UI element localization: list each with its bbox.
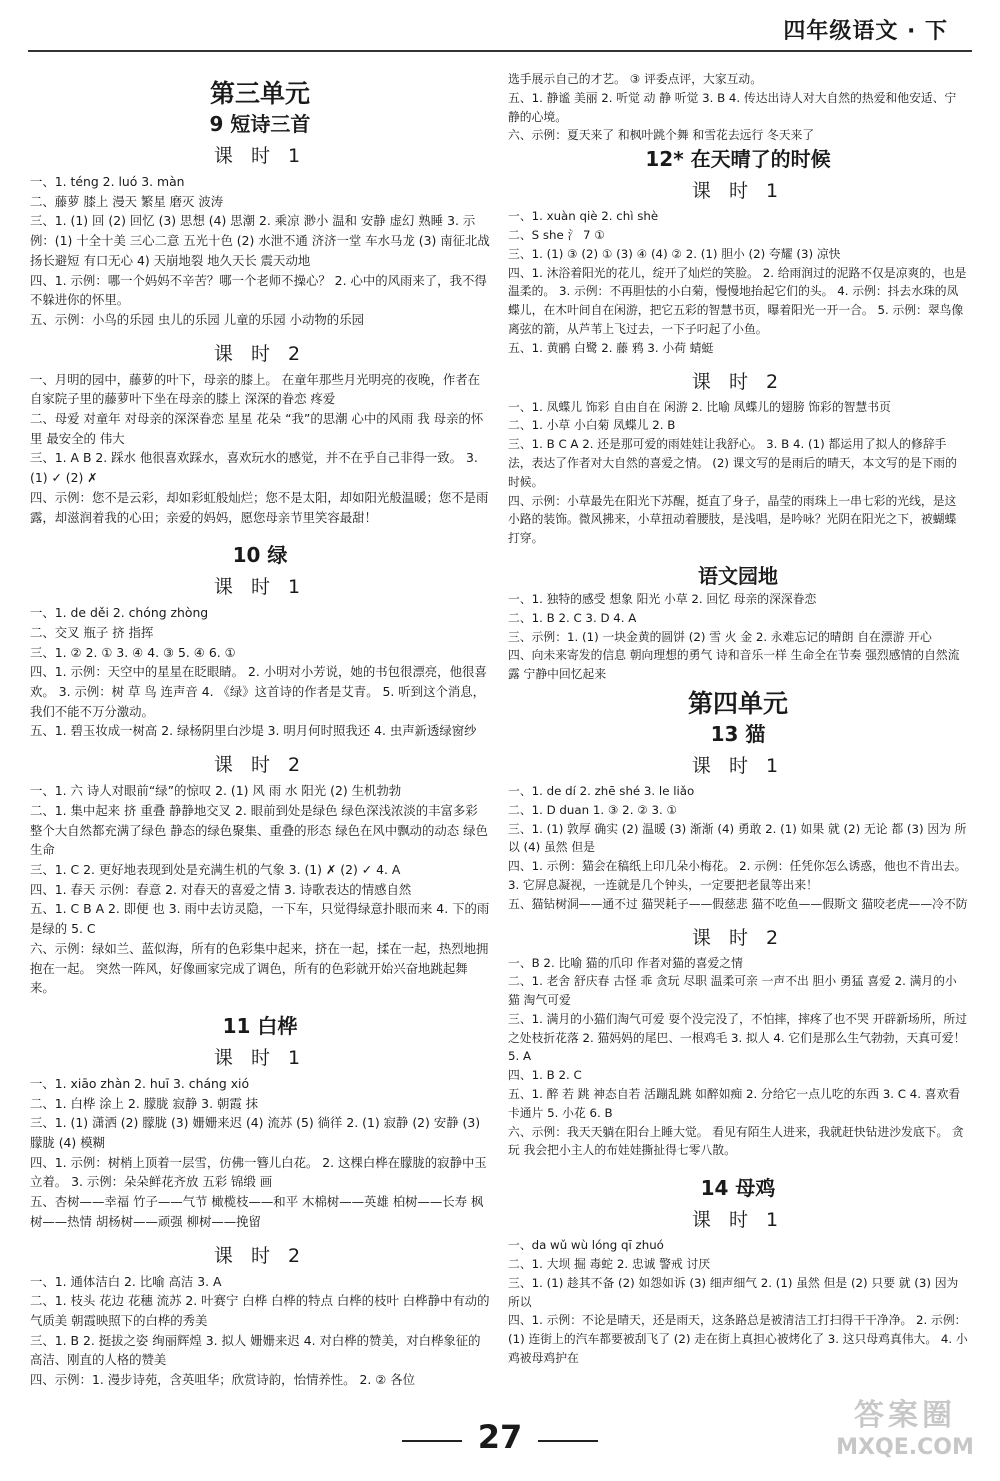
lesson-title: 11 白桦	[222, 1013, 298, 1038]
answer-line: 一、1. 独特的感受 想象 阳光 小草 2. 回忆 母亲的深深眷恋	[508, 591, 817, 606]
answer-line: 三、1. (1) ③ (2) ① (3) ④ (4) ② 2. (1) 胆小 (2) 夸耀 (3) 凉快	[508, 246, 841, 261]
lesson-period-heading: 课 时 1	[213, 145, 307, 167]
watermark-text: 答案圈	[854, 1398, 956, 1433]
answer-line: 一、1. de dí 2. zhē shé 3. le liǎo	[508, 783, 695, 798]
answer-line: 二、1. 枝头 花边 花穗 流苏 2. 叶赛宁 白桦 白桦的特点 白桦的枝叶 白桦静中有动的气质美 朝霞映照下的白桦的秀美	[30, 1293, 490, 1328]
answer-line: 五、杏树——幸福 竹子——气节 橄榄枝——和平 木棉树——英雄 柏树——长寿 枫树——热情 胡杨树——顽强 柳树——挽留	[30, 1194, 484, 1229]
answer-line: 二、1. B 2. C 3. D 4. A	[508, 610, 637, 625]
answer-line: 一、1. 六 诗人对眼前“绿”的惊叹 2. (1) 风 雨 水 阳光 (2) 生机勃勃	[30, 783, 402, 799]
answer-line: 二、藤萝 膝上 漫天 繁星 磨灭 波涛	[30, 193, 224, 209]
answer-line: 一、1. téng 2. luó 3. màn	[30, 174, 185, 189]
lesson-period-heading: 课 时 2	[213, 1244, 307, 1267]
watermark-logo	[830, 1397, 980, 1467]
lesson-period-heading: 课 时 1	[691, 1209, 785, 1232]
answer-line: 三、1. C 2. 更好地表现到处是充满生机的气象 3. (1) ✗ (2) ✓ 4. A	[30, 861, 401, 877]
answer-line: 二、1. 老舍 舒庆春 古怪 乖 贪玩 尽职 温柔可亲 一声不出 胆小 勇猛 喜爱 2. 满月的小猫 淘气可爱	[508, 974, 957, 1008]
answer-line: 选手展示自己的才艺。 ③ 评委点评，大家互动。	[508, 72, 763, 86]
answer-line: 三、1. B C A 2. 还是那可爱的雨娃娃让我舒心。 3. B 4. (1) 都运用了拟人的修辞手法，表达了作者对大自然的喜爱之情。 (2) 课文写的是雨后的晴天，本文写的是下雨的时候。	[508, 437, 957, 489]
answer-line: 四、示例：1. 漫步诗苑，含英咀华；欣赏诗韵，怡情养性。 2. ② 各位	[30, 1372, 416, 1388]
lesson-title: 语文园地	[698, 563, 778, 588]
lesson-period-heading: 课 时 1	[691, 754, 785, 777]
lesson-period-heading: 课 时 2	[691, 370, 785, 393]
left-column	[30, 74, 490, 1390]
answer-line: 二、1. 集中起来 挤 重叠 静静地交叉 2. 眼前到处是绿色 绿色深浅浓淡的丰富多彩 整个大自然都充满了绿色 静态的绿色聚集、重叠的形态 绿色在风中飘动的动态 绿色 生命	[30, 802, 488, 858]
answer-line: 四、1. 示例：哪一个妈妈不辛苦？哪一个老师不操心？ 2. 心中的风雨来了，我不得不躲进你的怀里。	[30, 272, 487, 308]
answer-line: 一、月明的园中，藤萝的叶下，母亲的膝上。 在童年那些月光明亮的夜晚，作者在自家院子里的藤萝叶下坐在母亲的膝上 深深的眷恋 疼爱	[30, 371, 481, 407]
lesson-period-heading: 课 时 1	[691, 180, 785, 203]
unit-title: 第四单元	[687, 688, 788, 718]
right-column	[508, 70, 968, 1368]
answer-line: 一、1. de děi 2. chóng zhòng	[30, 605, 209, 621]
answer-line: 一、1. xiāo zhàn 2. huī 3. cháng xió	[30, 1075, 250, 1091]
answer-line: 二、1. 白桦 涂上 2. 朦胧 寂静 3. 朝霞 抹	[30, 1095, 259, 1111]
answer-line: 四、1. 春天 示例：春意 2. 对春天的喜爱之情 3. 诗歌表达的情感自然	[30, 881, 412, 897]
answer-line: 四、1. B 2. C	[508, 1068, 582, 1083]
answer-line: 六、示例：绿如兰、蓝似海，所有的色彩集中起来，挤在一起，揉在一起，热烈地拥抱在一起。 突然一阵风，好像画家完成了调色，所有的色彩就开始兴奋地跳起舞来。	[30, 940, 489, 996]
page-header-label: 四年级语文 · 下	[783, 19, 948, 44]
lesson-period-heading: 课 时 2	[691, 926, 785, 949]
answer-line: 四、向未来寄发的信息 朝向理想的勇气 诗和音乐一样 生命全在节奏 强烈感情的自然流露 宁静中回忆起来	[508, 648, 960, 682]
lesson-period-heading: 课 时 1	[213, 576, 307, 599]
page-number: 27	[477, 1418, 523, 1456]
answer-line: 四、示例：小草最先在阳光下苏醒，挺直了身子，晶莹的雨珠上一串七彩的光线，是这小路的装饰。微风拂来，小草扭动着腰肢，是浅唱，是吟咏？光阴在阳光之下，被蝴蝶打穿。	[508, 493, 957, 546]
answer-line: 一、1. 通体洁白 2. 比喻 高洁 3. A	[30, 1273, 222, 1289]
answer-line: 六、示例：夏天来了 和枫叶跳个舞 和雪花去远行 冬天来了	[508, 128, 815, 143]
answer-line: 二、S she 氵 7 ①	[508, 227, 605, 242]
answer-line: 三、1. B 2. 挺拔之姿 绚丽辉煌 3. 拟人 姗姗来迟 4. 对白桦的赞美，对白桦象征的高洁、刚直的人格的赞美	[30, 1332, 481, 1368]
answer-line: 二、交叉 瓶子 挤 指挥	[30, 624, 154, 640]
page-number-dash-right	[538, 1440, 598, 1442]
answer-line: 一、da wǔ wù lóng qī zhuó	[508, 1238, 664, 1253]
answer-line: 二、母爱 对童年 对母亲的深深眷恋 星星 花朵 “我”的思潮 心中的风雨 我 母亲的怀里 最安全的 伟大	[30, 411, 484, 446]
answer-line: 四、1. 示例：天空中的星星在眨眼睛。 2. 小明对小芳说，她的书包很漂亮，他很喜欢。 3. 示例：树 草 鸟 连声音 4. 《绿》这首诗的作者是艾青。 5. 听到这个消息，我们不能不万分激动。	[30, 664, 487, 719]
unit-title: 第三单元	[209, 79, 310, 108]
answer-line: 四、示例：您不是云彩，却如彩虹般灿烂；您不是太阳，却如阳光般温暖；您不是雨露，却滋润着我的心田；亲爱的妈妈，愿您母亲节里笑容最甜！	[30, 489, 489, 525]
answer-line: 四、1. 示例：树梢上顶着一层雪，仿佛一簪儿白花。 2. 这棵白桦在朦胧的寂静中玉立着。 3. 示例：朵朵鲜花齐放 五彩 锦缎 画	[30, 1154, 487, 1190]
header-rule	[28, 50, 972, 52]
answer-line: 六、示例：我天天躺在阳台上睡大觉。 看见有陌生人进来，我就赶快钻进沙发底下。 贪玩 我会把小主人的布娃娃撕扯得七零八散。	[508, 1124, 964, 1158]
answer-line: 四、1. 沐浴着阳光的花儿，绽开了灿烂的笑脸。 2. 给雨润过的泥路不仅是凉爽的，也是温柔的。 3. 示例：不再胆怯的小白菊，慢慢地抬起它们的头。 4. 示例：抖去水珠的凤蝶儿，在木叶间自在闲游，把它五彩的智慧书页，曝着阳光一开一合。 5. 示例：翠鸟像离弦的箭，从芦苇上飞过去，一下子叼起了小鱼。	[508, 265, 967, 336]
answer-line: 三、1. (1) 敦厚 确实 (2) 温暖 (3) 渐渐 (4) 勇敢 2. (1) 如果 就 (2) 无论 都 (3) 因为 所以 (4) 虽然 但是	[508, 821, 967, 855]
lesson-title: 9 短诗三首	[209, 112, 311, 136]
answer-line: 五、猫钻树洞——通不过 猫哭耗子——假慈悲 猫不吃鱼——假斯文 猫咬老虎——冷不防	[508, 896, 968, 911]
answer-line: 四、1. 示例：不论是晴天，还是雨天，这条路总是被清洁工打扫得干干净净。 2. 示例：(1) 连街上的汽车都要被刮飞了 (2) 走在街上真担心被烤化了 3. 这只母鸡真伟大。 4. 小鸡被母鸡护在	[508, 1313, 968, 1366]
answer-line: 三、1. (1) 潇洒 (2) 朦胧 (3) 姗姗来迟 (4) 流苏 (5) 徜徉 2. (1) 寂静 (2) 安静 (3) 朦胧 (4) 模糊	[30, 1115, 481, 1151]
answer-line: 五、1. C B A 2. 即便 也 3. 雨中去访灵隐，一下车，只觉得绿意扑眼而来 4. 下的雨是绿的 5. C	[30, 901, 490, 937]
lesson-period-heading: 课 时 2	[213, 754, 307, 777]
answer-line: 四、1. 示例：猫会在稿纸上印几朵小梅花。 2. 示例：任凭你怎么诱惑，他也不肯出去。 3. 它屏息凝视，一连就是几个钟头，一定要把老鼠等出来！	[508, 859, 967, 892]
answer-line: 五、1. 静谧 美丽 2. 听觉 动 静 听觉 3. B 4. 传达出诗人对大自然的热爱和他安适、宁静的心境。	[508, 90, 957, 124]
answer-line: 三、示例：1. (1) 一块金黄的圆饼 (2) 雪 火 金 2. 永难忘记的晴朗 自在漂游 开心	[508, 629, 932, 644]
answer-line: 二、1. D duan 1. ③ 2. ② 3. ①	[508, 802, 678, 817]
answer-line: 三、1. (1) 趁其不备 (2) 如怨如诉 (3) 细声细气 2. (1) 虽然 但是 (2) 只要 就 (3) 因为 所以	[508, 1275, 959, 1309]
answer-line: 五、1. 碧玉妆成一树高 2. 绿杨阴里白沙堤 3. 明月何时照我还 4. 虫声新透绿窗纱	[30, 723, 477, 739]
lesson-title: 12* 在天晴了的时候	[645, 147, 831, 172]
answer-line: 三、1. ② 2. ① 3. ④ 4. ③ 5. ④ 6. ①	[30, 644, 236, 660]
answer-line: 五、1. 黄鹂 白鹭 2. 藤 鸦 3. 小荷 蜻蜓	[508, 340, 714, 355]
answer-line: 三、1. A B 2. 踩水 他很喜欢踩水，喜欢玩水的感觉，并不在乎自己非得一致。 3. (1) ✓ (2) ✗	[30, 450, 478, 486]
lesson-period-heading: 课 时 1	[213, 1046, 307, 1069]
watermark-url: MXQE.COM	[836, 1435, 974, 1460]
answer-line: 三、1. (1) 回 (2) 回忆 (3) 思想 (4) 思潮 2. 乘凉 渺小 温和 安静 虚幻 熟睡 3. 示例：(1) 十全十美 三心二意 五光十色 (2) 水泄不通 济济一堂 车水马龙 (3) 南征北战 扬长避短 有口无心 4) 天崩地裂 地久天长 震天动地	[30, 213, 490, 268]
answer-line: 五、示例：小鸟的乐园 虫儿的乐园 儿童的乐园 小动物的乐园	[30, 311, 364, 327]
lesson-title: 14 母鸡	[700, 1176, 776, 1201]
lesson-title: 13 猫	[710, 721, 766, 746]
answer-line: 三、1. 满月的小猫们淘气可爱 耍个没完没了，不怕摔，摔疼了也不哭 开辟新场所，所过之处枝折花落 2. 猫妈妈的尾巴、一根鸡毛 3. 拟人 4. 它们是那么生气勃勃，天真可爱！ 5. A	[508, 1011, 967, 1064]
answer-line: 二、1. 大坝 掘 毒蛇 2. 忠诚 警戒 讨厌	[508, 1257, 711, 1272]
lesson-period-heading: 课 时 2	[213, 342, 307, 365]
answer-line: 一、1. xuàn qiè 2. chì shè	[508, 209, 659, 224]
answer-line: 一、1. 凤蝶儿 饰彩 自由自在 闲游 2. 比喻 凤蝶儿的翅膀 饰彩的智慧书页	[508, 399, 891, 414]
lesson-title: 10 绿	[232, 543, 288, 568]
answer-line: 二、1. 小草 小白菊 凤蝶儿 2. B	[508, 418, 676, 433]
answer-line: 五、1. 醉 若 跳 神态自若 活蹦乱跳 如醉如痴 2. 分给它一点儿吃的东西 3. C 4. 喜欢看卡通片 5. 小花 6. B	[508, 1087, 961, 1120]
answer-line: 一、B 2. 比喻 猫的爪印 作者对猫的喜爱之情	[508, 955, 743, 970]
